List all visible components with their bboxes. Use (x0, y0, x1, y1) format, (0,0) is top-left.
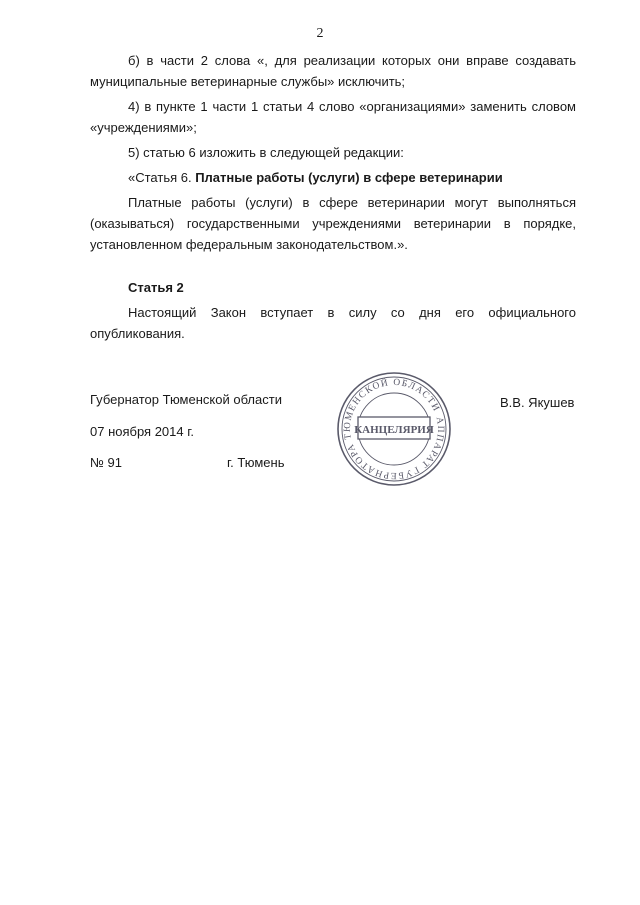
signature-name: В.В. Якушев (500, 395, 575, 410)
article-6-text: Платные работы (услуги) в сфере ветеринарии могут выполняться (оказываться) государственными учреждениями ветеринарии в порядке, установленном федеральным законодательством.». (90, 195, 576, 252)
article-2-block (90, 302, 576, 344)
seal-center-text: КАНЦЕЛЯРИЯ (354, 424, 434, 436)
official-seal-stamp (335, 370, 453, 488)
article-6-heading (90, 167, 576, 188)
article-2-heading: Статья 2 (128, 280, 184, 295)
amendments-block (90, 50, 576, 255)
signature-position: Губернатор Тюменской области (90, 392, 282, 407)
page-number: 2 (316, 26, 324, 41)
article-6-title: Платные работы (услуги) в сфере ветеринарии (195, 170, 503, 185)
document-number: № 91 (90, 455, 123, 470)
signature-date: 07 ноября 2014 г. (90, 424, 194, 439)
amendment-item-4: 4) в пункте 1 части 1 статьи 4 слово «организациями» заменить словом «учреждениями»; (90, 99, 576, 135)
amendment-item-b: б) в части 2 слова «, для реализации которых они вправе создавать муниципальные ветеринарные службы» исключить; (90, 53, 576, 89)
signature-city: г. Тюмень (227, 455, 285, 470)
article-6-prefix: «Статья 6. (128, 170, 196, 185)
svg-text:АППАРАТ ГУБЕРНАТОРА ТЮМЕНСКОЙ: АППАРАТ ГУБЕРНАТОРА ТЮМЕНСКОЙ ОБЛАСТИ (342, 377, 446, 481)
amendment-item-5: 5) статью 6 изложить в следующей редакции: (128, 145, 404, 160)
article-2-text: Настоящий Закон вступает в силу со дня его официального опубликования. (90, 305, 576, 341)
